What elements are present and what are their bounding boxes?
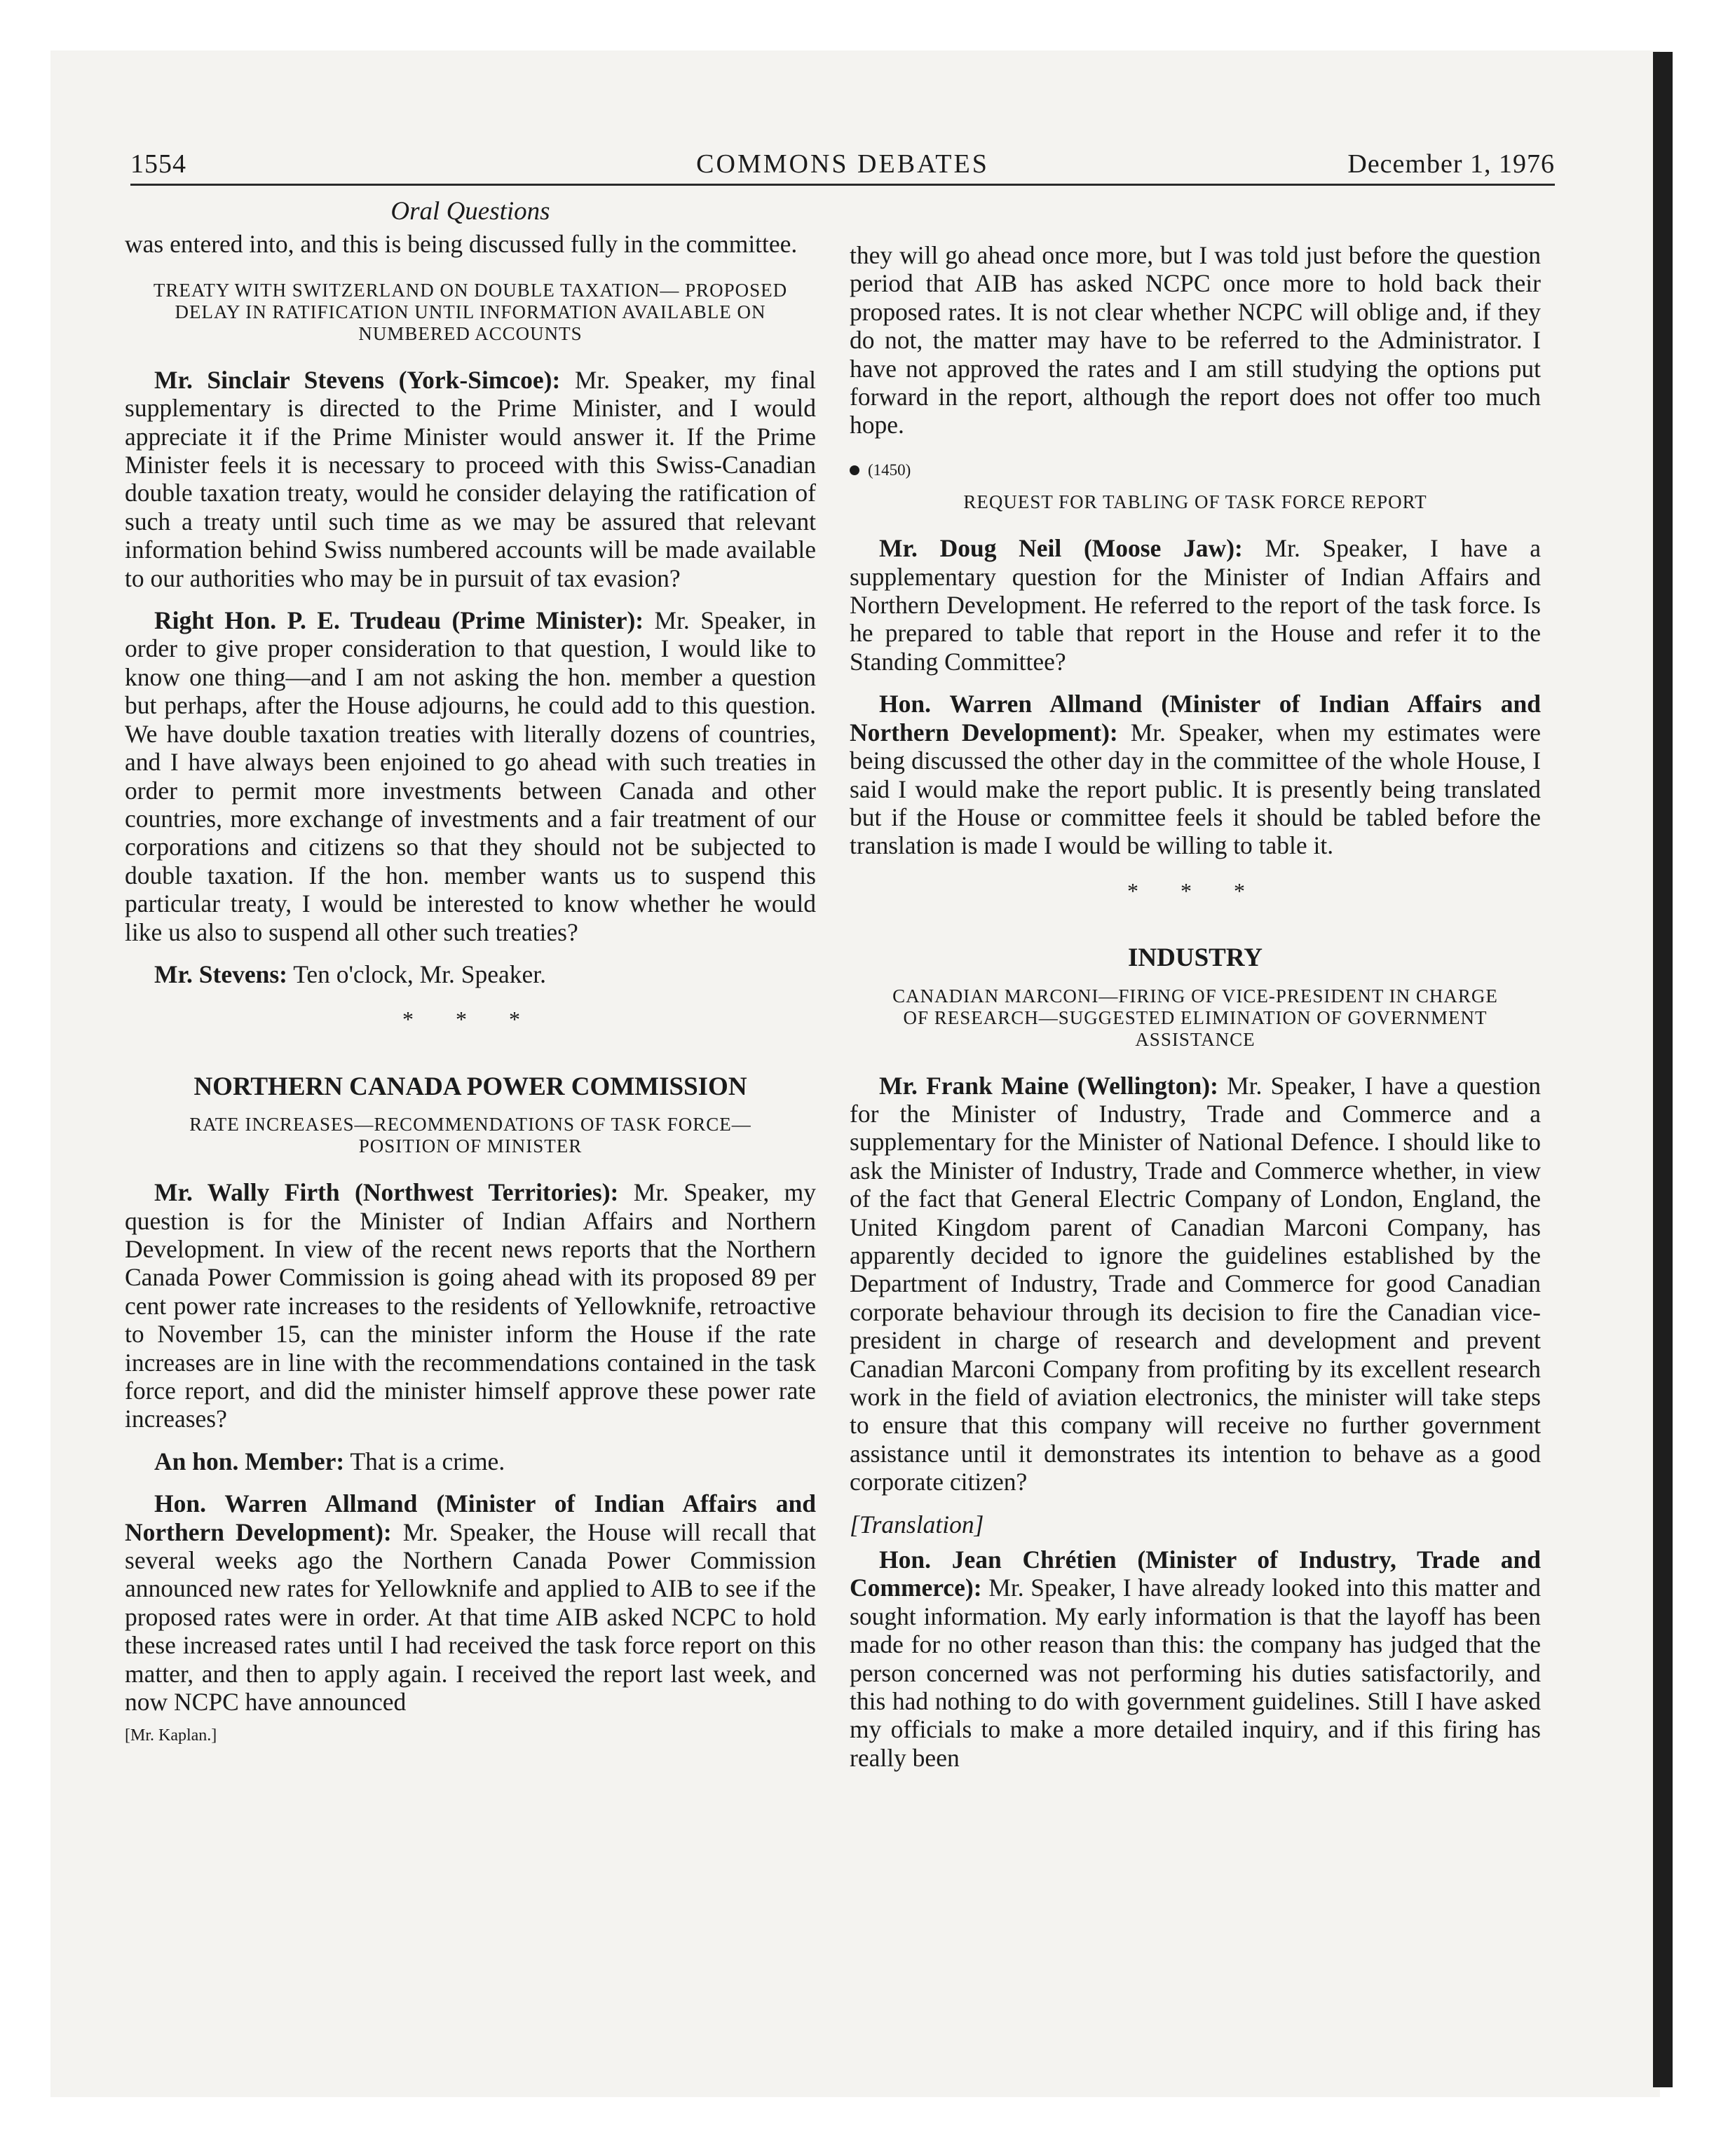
speaker-name: Mr. Wally Firth (Northwest Territories): [154, 1178, 619, 1207]
paragraph [125, 1178, 816, 1433]
translation-note: [Translation] [850, 1510, 984, 1538]
page-header [130, 149, 1555, 188]
speech-text: That is a crime. [344, 1447, 505, 1475]
paragraph [125, 366, 816, 592]
paragraph [125, 1447, 816, 1475]
paragraph: was entered into, and this is being discussed fully in the committee. [125, 230, 798, 259]
speaker-name: Mr. Sinclair Stevens (York-Simcoe): [154, 365, 561, 394]
publication-title: COMMONS DEBATES [696, 149, 989, 179]
footnote: [Mr. Kaplan.] [125, 1726, 217, 1745]
time-stamp: (1450) [868, 460, 911, 479]
speaker-name: Mr. Frank Maine (Wellington): [879, 1071, 1218, 1100]
left-column [125, 198, 816, 1750]
paragraph [125, 1489, 816, 1716]
speaker-name: An hon. Member: [154, 1447, 345, 1475]
speech-text: Mr. Speaker, I have already looked into this matter and sought information. My early information is that the layoff has been made for no other reason than this: the company has judged that the person concerned was not performing his duties satisfactorily, and this had nothing to do with government guidelines. Still I have asked my officials to make a more detailed inquiry, and if this firing has really been [850, 1574, 1541, 1772]
page-number: 1554 [130, 149, 186, 179]
time-marker [850, 456, 1541, 484]
speaker-name: Hon. Warren Allmand (Minister of Indian Affairs and Northern Development): [850, 690, 1541, 746]
speech-text: Mr. Speaker, I have a question for the Minister of Industry, Trade and Commerce and a supplementary for the Minister of National Defence. I should like to ask the Minister of Industry, Trade and Commerce whether, in view of the fact that General Electric Company of London, England, the United Kingdom parent of Canadian Marconi Company, has apparently decided to ignore the guidelines established by the Department of Industry, Trade and Commerce for good Canadian corporate behaviour through its decision to fire the Canadian vice-president in charge of research and development and prevent Canadian Marconi Company from profiting by its excellent research work in the field of aviation electronics, the minister will take steps to ensure that this company will receive no further government assistance until it demonstrates its intention to behave as a good corporate citizen? [850, 1071, 1542, 1496]
header-rule [130, 184, 1555, 186]
speaker-name: Mr. Doug Neil (Moose Jaw): [879, 534, 1243, 563]
paragraph [850, 1072, 1541, 1496]
speech-text: Mr. Speaker, the House will recall that several weeks ago the Northern Canada Power Commission announced new rates for Yellowknife and applied to AIB to see if the proposed rates were in order. At that time AIB asked NCPC to hold these increased rates until I had received the task force report on this matter, and then to apply again. I received the report last week, and now NCPC have announced [125, 1517, 816, 1717]
section-label: Oral Questions [390, 197, 550, 226]
paragraph [125, 606, 816, 946]
speaker-name: Mr. Stevens: [154, 960, 287, 988]
section-separator: * * * [402, 1007, 538, 1032]
paragraph: they will go ahead once more, but I was told just before the question period that AIB has asked NCPC once more to hold back their proposed rates. It is not clear whether NCPC will oblige and, if they do not, the matter may have to be referred to the Administrator. I have not approved the rates and I am still studying the options put forward in the report, although the report does not offer too much hope. [850, 241, 1541, 439]
section-heading: NORTHERN CANADA POWER COMMISSION [193, 1072, 747, 1101]
speech-text: Mr. Speaker, my question is for the Minister of Indian Affairs and Northern Development. In view of the recent news reports that the Northern Canada Power Commission is going ahead with its proposed 89 per cent power rate increases to the residents of Yellowknife, retroactive to November 15, can the minister inform the House if the rate increases are in line with the recommendations contained in the task force report, and did the minister himself approve these power rate increases? [125, 1178, 816, 1433]
speaker-name: Hon. Jean Chrétien (Minister of Industry, Trade and Commerce): [850, 1546, 1541, 1602]
paragraph [850, 1546, 1541, 1772]
paragraph [850, 534, 1541, 676]
page-edge-shadow [1653, 52, 1673, 2087]
subheading: RATE INCREASES—RECOMMENDATIONS OF TASK FORCE— POSITION OF MINISTER [189, 1114, 751, 1157]
paragraph [850, 690, 1541, 859]
publication-date: December 1, 1976 [1347, 149, 1555, 179]
speaker-name: Right Hon. P. E. Trudeau (Prime Minister): [154, 606, 644, 635]
paragraph [125, 960, 816, 988]
speech-text: Mr. Speaker, in order to give proper consideration to that question, I would like to know one thing—and I am not asking the hon. member a question but perhaps, after the House adjourns, he could add to this question. We have double taxation treaties with literally dozens of countries, and I have always been enjoined to go ahead with such treaties in order to permit more investments between Canada and other countries, more exchange of investments and a fair treatment of our corporations and citizens so that they should not be subjected to double taxation. If the hon. member wants us to suspend this particular treaty, I would be interested to know whether he would like us also to suspend all other such treaties? [125, 606, 816, 946]
subheading: REQUEST FOR TABLING OF TASK FORCE REPORT [963, 491, 1427, 513]
section-separator: * * * [1127, 878, 1263, 903]
section-heading: INDUSTRY [1128, 943, 1263, 973]
subheading: CANADIAN MARCONI—FIRING OF VICE-PRESIDENT IN CHARGE OF RESEARCH—SUGGESTED ELIMINATION OF GOVERNMENT ASSISTANCE [892, 985, 1498, 1050]
speech-text: Mr. Speaker, my final supplementary is directed to the Prime Minister, and I would appreciate it if the Prime Minister would answer it. If the Prime Minister feels it is necessary to proceed with this Swiss-Canadian double taxation treaty, would he consider delaying the ratification of such a treaty until such time as we may be assured that relevant information behind Swiss numbered accounts will be made available to our authorities who may be in pursuit of tax evasion? [125, 365, 816, 592]
speech-text: Mr. Speaker, I have a supplementary question for the Minister of Indian Affairs and Northern Development. He referred to the report of the task force. Is he prepared to table that report in the House and refer it to the Standing Committee? [850, 534, 1541, 676]
bullet-icon [850, 465, 859, 475]
speech-text: Mr. Speaker, when my estimates were being discussed the other day in the committee of the whole House, I said I would make the report public. It is presently being translated but if the House or committee feels it should be tabled before the translation is made I would be willing to table it. [850, 718, 1541, 860]
subheading: TREATY WITH SWITZERLAND ON DOUBLE TAXATION— PROPOSED DELAY IN RATIFICATION UNTIL INFORMATION AVAILABLE ON NUMBERED ACCOUNTS [153, 279, 788, 344]
speaker-name: Hon. Warren Allmand (Minister of Indian Affairs and Northern Development): [125, 1489, 816, 1546]
speech-text: Ten o'clock, Mr. Speaker. [287, 960, 546, 988]
right-column [850, 241, 1541, 1786]
